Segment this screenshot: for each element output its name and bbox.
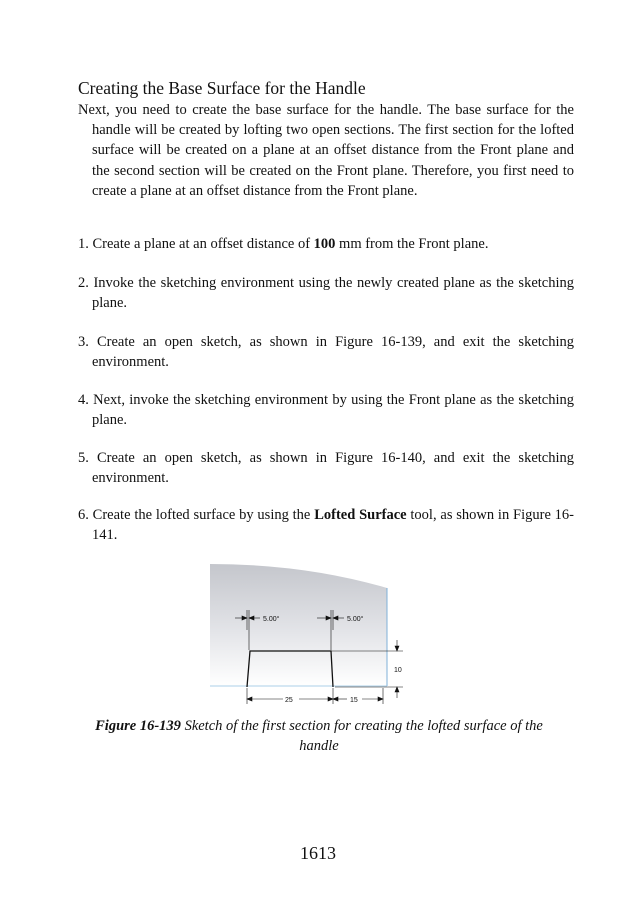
angle-right-label: 5.00°	[347, 616, 364, 623]
step-1	[78, 234, 574, 254]
sketch-figure	[205, 560, 415, 710]
intro-paragraph: Next, you need to create the base surface for the handle. The base surface for the handle will be created by lofting two open sections. The first section for the lofted surface will be created on a plane at an offset distance from the Front plane and the second section will be created on the Front plane. Therefore, you first need to create a plane at an offset distance from the Front plane.	[78, 102, 574, 199]
figure-caption-text: Sketch of the first section for creating the lofted surface of the handle	[180, 718, 543, 754]
step-4: 4. Next, invoke the sketching environment by using the Front plane as the sketching plane.	[78, 392, 574, 429]
figure-caption	[78, 716, 560, 756]
step-2: 2. Invoke the sketching environment using the newly created plane as the sketching plane.	[78, 275, 574, 312]
step-1-text-pre: 1. Create a plane at an offset distance of	[78, 236, 314, 252]
section-heading: Creating the Base Surface for the Handle	[78, 78, 366, 98]
step-5: 5. Create an open sketch, as shown in Figure 16-140, and exit the sketching environment.	[78, 450, 574, 487]
step-6-text-pre: 6. Create the lofted surface by using the	[78, 507, 315, 523]
sketch-background	[210, 564, 387, 686]
width-dimensions	[247, 688, 383, 704]
angle-left-label: 5.00°	[263, 616, 280, 623]
width-left-label: 25	[285, 697, 293, 704]
width-right-label: 15	[350, 697, 358, 704]
height-label: 10	[394, 667, 402, 674]
step-1-bold-value: 100	[313, 236, 336, 252]
step-1-text-post: mm from the Front plane.	[335, 236, 489, 252]
page-number: 1613	[300, 843, 336, 863]
figure-caption-label: Figure 16-139	[95, 718, 181, 734]
step-6-bold-tool: Lofted Surface	[314, 507, 407, 523]
step-6	[78, 505, 574, 545]
step-6-text-post: tool, as shown in Figure 16-141.	[92, 507, 575, 544]
step-3: 3. Create an open sketch, as shown in Figure 16-139, and exit the sketching environment.	[78, 334, 574, 371]
